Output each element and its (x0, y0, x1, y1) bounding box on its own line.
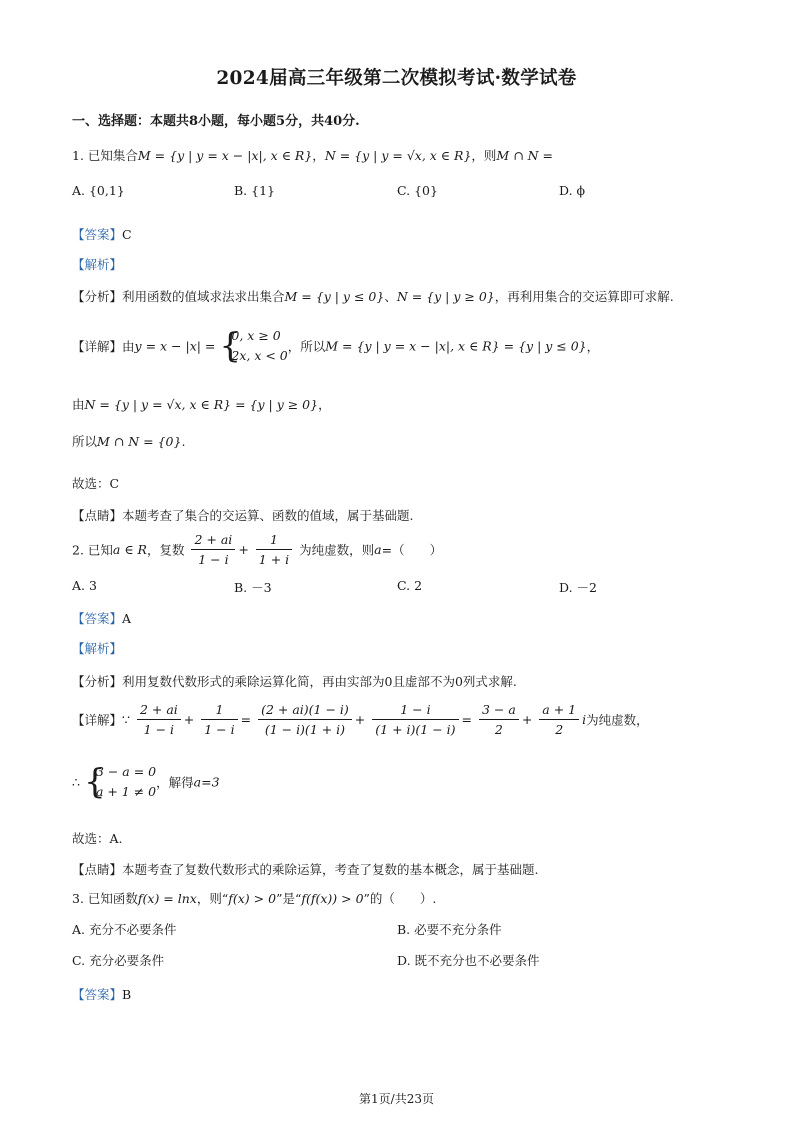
q1-detail (72, 326, 599, 366)
q1-answer-value: C (122, 227, 132, 242)
q2-d-f6-num: a + 1 (539, 702, 579, 720)
q2-sys-1: 3 − a = 0 (95, 764, 157, 779)
q2-d-f1-num: 2 + ai (137, 702, 181, 720)
q1-choose: 故选：C (72, 476, 120, 491)
q1-line3-eq: M ∩ N = {0} (97, 434, 182, 449)
q3-answer-value: B (122, 987, 132, 1002)
q1-detail-a: 由 (122, 339, 135, 354)
q2-sys-2: a + 1 ≠ 0 (95, 784, 157, 799)
q1-answer (72, 225, 132, 243)
q3-option-d: D. 既不充分也不必要条件 (397, 953, 540, 968)
q2-comment-text: 本题考查了复数代数形式的乘除运算，考查了复数的基本概念，属于基础题. (122, 862, 539, 877)
q2-d-i: i (582, 712, 587, 727)
section-heading: 一、选择题：本题共8小题，每小题5分，共40分. (72, 114, 360, 129)
q2-stem-d: =（ ） (381, 542, 443, 558)
q2-d-tail: 为纯虚数， (586, 712, 649, 728)
q1-line2 (72, 395, 331, 413)
q2-stem-b: ，复数 (146, 542, 185, 558)
q1-comment (72, 506, 414, 524)
q1-line2-b: ， (318, 397, 331, 412)
q3-stem-b: ，则“ (196, 891, 229, 906)
q1-detail-b: ，所以 (287, 339, 326, 354)
q1-fenxi-sep: 、 (384, 289, 397, 304)
q1-case-2: 2x, x < 0 (231, 348, 288, 363)
q1-fenxi-text-b: ，再利用集合的交运算即可求解. (494, 289, 674, 304)
q2-plus: + (238, 542, 249, 557)
q1-fenxi (72, 287, 674, 305)
q2-option-b: B. －3 (234, 580, 272, 595)
q2-fenxi (72, 672, 517, 690)
answer-tag: 【答案】 (72, 611, 123, 626)
q2-answer-value: A (122, 611, 132, 626)
detail-tag: 【详解】 (72, 712, 123, 728)
q2-solve-eq: a=3 (193, 774, 220, 790)
q1-stem (72, 146, 553, 164)
answer-tag: 【答案】 (72, 227, 123, 242)
q3-option-b: B. 必要不充分条件 (397, 922, 502, 937)
q1-suffix: ，则 (471, 148, 497, 163)
q2-d-plus2: + (354, 712, 366, 727)
fenxi-tag: 【分析】 (72, 674, 123, 689)
q1-set-m: M = {y | y = x − |x|, x ∈ R} (137, 148, 313, 163)
q1-sep: ， (312, 148, 325, 163)
q2-d-f5-den: 2 (494, 722, 503, 737)
q2-detail-frac-5 (479, 702, 519, 737)
q3-stem-c: ”是“ (276, 891, 302, 906)
therefore-symbol: ∴ (72, 774, 80, 790)
q2-d-eq2: = (461, 712, 472, 727)
q1-analysis-tag: 【解析】 (72, 257, 123, 272)
page-footer: 第1页/共23页 (359, 1092, 434, 1106)
q1-line3-b: . (181, 434, 186, 449)
q2-d-eq: = (240, 712, 252, 727)
q2-stem-a: 2. 已知 (72, 542, 113, 558)
q1-fenxi-text-a: 利用函数的值域求法求出集合 (122, 289, 285, 304)
q2-f1-num: 2 + ai (191, 532, 235, 550)
q1-fenxi-n: N = {y | y ≥ 0} (396, 289, 495, 304)
q2-fraction-2 (256, 532, 292, 567)
q2-comment (72, 860, 539, 878)
q1-detail-m: M = {y | y = x − |x|, x ∈ R} = {y | y ≤ 0} (325, 338, 587, 354)
q3-option-c: C. 充分必要条件 (72, 953, 165, 968)
q3-option-a: A. 充分不必要条件 (72, 922, 177, 937)
q2-fenxi-text: 利用复数代数形式的乘除运算化简，再由实部为0且虚部不为0列式求解. (122, 674, 517, 689)
q1-stem-prefix: 1. 已知集合 (72, 148, 138, 163)
comment-tag: 【点睛】 (72, 862, 123, 877)
q2-d-f5-num: 3 − a (479, 702, 519, 720)
q1-line2-n: N = {y | y = √x, x ∈ R} = {y | y ≥ 0} (84, 397, 319, 412)
q1-fenxi-m: M = {y | y ≤ 0} (284, 289, 385, 304)
q2-stem-c: 为纯虚数，则 (299, 542, 375, 558)
q3-stem-a: 3. 已知函数 (72, 891, 138, 906)
page-title: 2024届高三年级第二次模拟考试·数学试卷 (216, 68, 577, 89)
q1-line3-a: 所以 (72, 434, 98, 449)
q3-answer (72, 985, 131, 1003)
q2-d-f3-den: (1 − i)(1 + i) (264, 722, 346, 737)
q2-option-a: A. 3 (72, 578, 97, 593)
q1-ask: M ∩ N = (496, 148, 554, 163)
q2-f2-den: 1 + i (258, 552, 290, 567)
q1-detail-eq: y = x − |x| = (134, 338, 216, 354)
q2-d-f1-den: 1 − i (143, 722, 175, 737)
detail-tag: 【详解】 (72, 339, 123, 354)
answer-tag: 【答案】 (72, 987, 123, 1002)
q1-case-1: 0, x ≥ 0 (231, 328, 281, 343)
q1-line3 (72, 432, 185, 450)
q3-fdef: f(x) = lnx (137, 891, 197, 906)
q2-detail-frac-6 (539, 702, 579, 737)
q2-analysis-tag: 【解析】 (72, 641, 123, 656)
q2-stem-var: a (374, 542, 382, 557)
q2-equation-system: { 3 − a = 0 a + 1 ≠ 0 (83, 762, 157, 802)
q2-d-f4-num: 1 − i (372, 702, 458, 720)
q3-cond2: f(f(x)) > 0 (301, 891, 364, 906)
because-symbol: ∵ (122, 712, 130, 727)
q2-solve: ，解得 (156, 775, 194, 790)
q2-d-f4-den: (1 + i)(1 − i) (375, 722, 456, 737)
q2-f2-num: 1 (256, 532, 292, 550)
q1-set-n: N = {y | y = √x, x ∈ R} (324, 148, 472, 163)
q3-cond1: f(x) > 0 (228, 891, 277, 906)
q2-choose: 故选：A. (72, 831, 123, 846)
q1-comment-text: 本题考查了集合的交运算、函数的值域，属于基础题. (122, 508, 414, 523)
q2-d-f6-den: 2 (555, 722, 564, 737)
q2-detail-frac-2 (201, 702, 237, 737)
q2-option-c: C. 2 (397, 578, 423, 593)
q2-detail (72, 702, 649, 737)
comment-tag: 【点睛】 (72, 508, 123, 523)
fenxi-tag: 【分析】 (72, 289, 123, 304)
q2-detail-frac-1 (137, 702, 181, 737)
q2-f1-den: 1 − i (198, 552, 229, 567)
q3-stem (72, 889, 436, 907)
q1-option-d: D. ϕ (559, 183, 586, 198)
q1-detail-c: ， (586, 339, 600, 354)
q1-line2-a: 由 (72, 397, 85, 412)
q2-fraction-1 (191, 532, 235, 567)
q2-system (72, 762, 220, 802)
q3-stem-d: ”的（ ）. (363, 891, 437, 906)
q1-option-a: A. {0,1} (72, 183, 125, 198)
q1-option-b: B. {1} (234, 183, 275, 198)
q2-option-d: D. －2 (559, 580, 597, 595)
q2-detail-frac-4 (372, 702, 458, 737)
q2-d-f2-num: 1 (201, 702, 237, 720)
q2-d-plus3: + (521, 712, 533, 727)
q2-stem-cond: a ∈ R (112, 542, 147, 557)
q1-option-c: C. {0} (397, 183, 438, 198)
q2-d-f2-den: 1 − i (204, 722, 235, 737)
q2-answer (72, 609, 131, 627)
q1-piecewise: { 0, x ≥ 0 2x, x < 0 (219, 326, 288, 366)
q2-stem (72, 532, 442, 567)
q2-d-plus: + (183, 712, 195, 727)
q2-d-f3-num: (2 + ai)(1 − i) (258, 702, 352, 720)
q2-detail-frac-3 (258, 702, 352, 737)
